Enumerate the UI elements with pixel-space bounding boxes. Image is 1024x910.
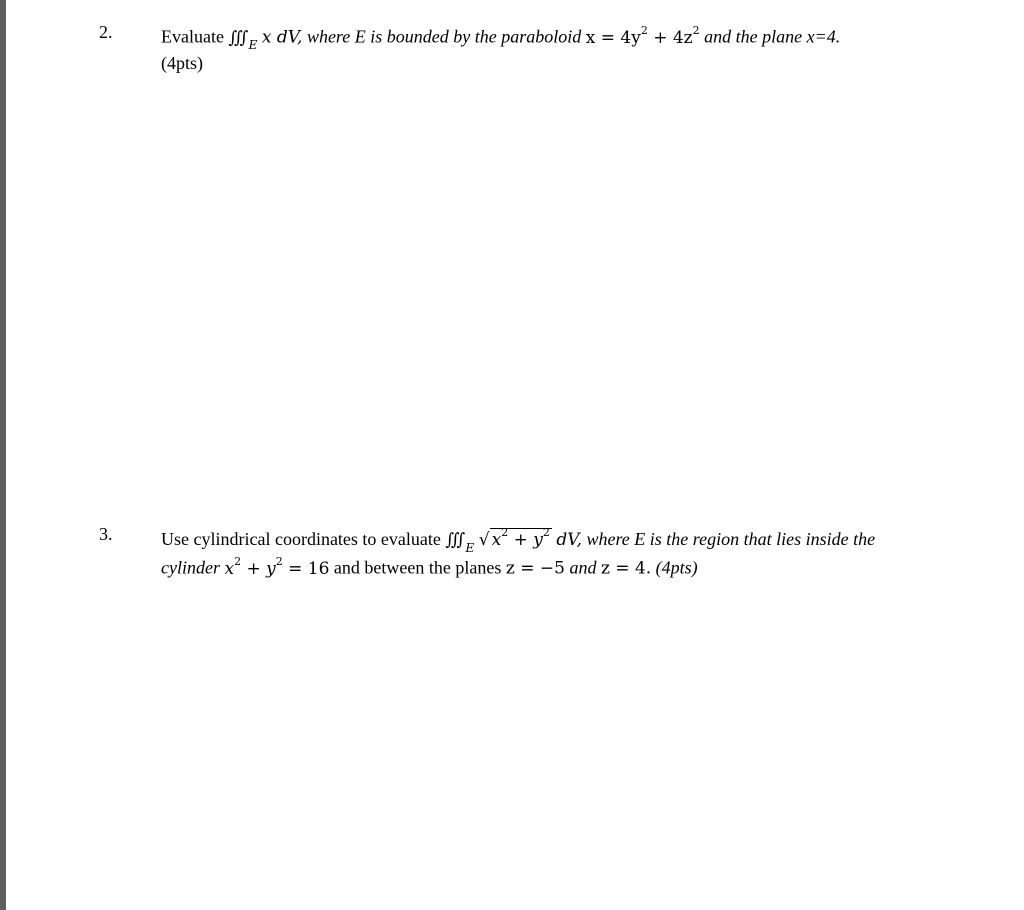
cylinder-word: cylinder [161, 557, 220, 578]
problem-3-region-text: where E is the region that lies inside the [586, 529, 876, 549]
problem-3-intro-text: Use cylindrical coordinates to evaluate [161, 529, 441, 549]
between-planes-text: and between the planes [333, 557, 502, 578]
left-edge-bar [0, 0, 6, 910]
problem-2-line-1 [161, 22, 840, 54]
problem-3-line-2 [161, 553, 698, 580]
triple-integral-symbol: ∭ [228, 27, 246, 48]
problem-3-line-1 [161, 524, 875, 557]
problem-3-number: 3. [99, 524, 113, 544]
problem-2-integrand: x dV, [261, 27, 303, 48]
problem-2-number: 2. [99, 22, 113, 42]
paraboloid-equation: $x = 4y^2 + 4z^2$ [585, 24, 700, 48]
square-root-expression: √ $x^2 + y^2$ [478, 526, 550, 550]
problem-2-region-text: where E is bounded by the paraboloid [306, 26, 582, 47]
and-word: and [569, 557, 597, 578]
problem-2-points: (4pts) [161, 53, 203, 73]
problem-2-tail: and the plane x=4. [704, 26, 841, 47]
problem-3-differential: dV, [556, 530, 582, 550]
problem-2-verb: Evaluate [161, 26, 224, 47]
integral-domain-label: E [248, 38, 258, 53]
plane-2-equation: z = 4. [600, 558, 652, 579]
plane-1-equation: z = −5 [505, 558, 565, 579]
cylinder-equation: $x^2 + y^2 = 16$ [224, 555, 330, 579]
integral-domain-label: E [465, 540, 475, 555]
triple-integral-symbol: ∭ [445, 530, 463, 550]
problem-3-points: (4pts) [655, 557, 698, 578]
